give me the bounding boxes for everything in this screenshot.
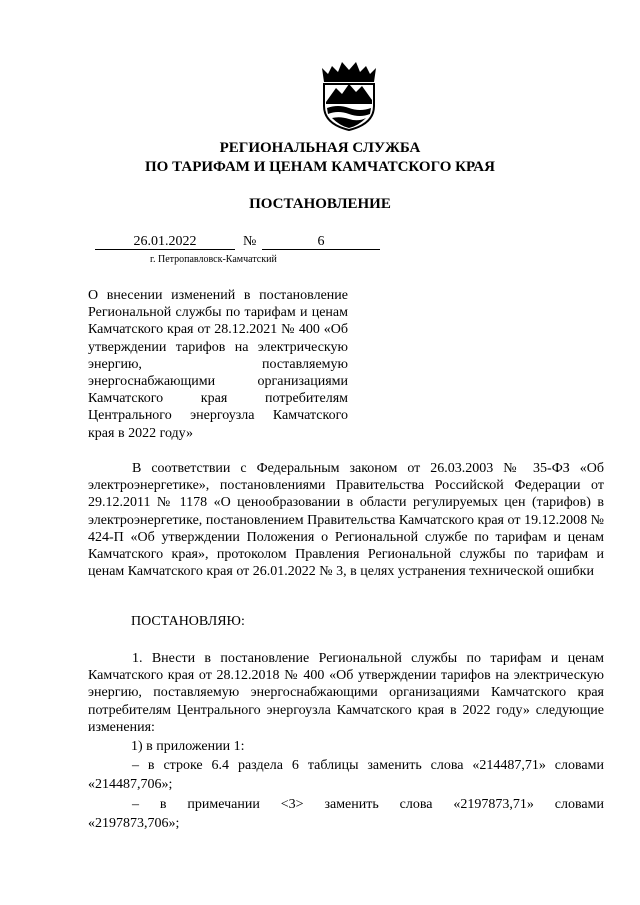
number-sign: №: [243, 234, 257, 249]
document-subject: О внесении изменений в постановление Региональной службы по тарифам и ценам Камчатского края от 28.12.2021 № 400 «Об утверждении тарифов на электрическую энергию, поставляемую энергоснабжающими организациями Камчатского края потребителям Центрального энергоузла Камчатского края в 2022 году»: [88, 288, 348, 441]
document-type: ПОСТАНОВЛЕНИЕ: [249, 196, 391, 212]
change-2-line1: – в примечании <3> заменить слова «2197873,71» словами: [132, 797, 604, 812]
decree-heading: ПОСТАНОВЛЯЮ:: [131, 614, 245, 629]
change-1-line2: «214487,706»;: [88, 777, 173, 792]
subitem-1: 1) в приложении 1:: [131, 739, 245, 754]
document-date: 26.01.2022: [95, 234, 235, 250]
preamble-paragraph: В соответствии с Федеральным законом от 26.03.2003 № 35-ФЗ «Об электроэнергетике», постановлениями Правительства Российской Федерации от 29.12.2011 № 1178 «О ценообразовании в области регулируемых цен (тарифов) в электроэнергетике, постановлением Правительства Камчатского края от 19.12.2008 № 424-П «Об утверждении Положения о Региональной службе по тарифам и ценам Камчатского края», протоколом Правления Региональной службы по тарифам и ценам Камчатского края от 26.01.2022 № 3, в целях устранения технической ошибки: [88, 461, 604, 580]
org-name-line1: РЕГИОНАЛЬНАЯ СЛУЖБА: [219, 140, 421, 156]
city-name: г. Петропавловск-Камчатский: [150, 254, 277, 265]
change-2-line2: «2197873,706»;: [88, 816, 180, 831]
coat-of-arms-icon: [318, 58, 380, 132]
item-1-paragraph: 1. Внести в постановление Региональной службы по тарифам и ценам Камчатского края от 28.12.2018 № 400 «Об утверждении тарифов на электрическую энергию, поставляемую энергоснабжающими организациями Камчатского края потребителям Центрального энергоузла Камчатского края в 2022 году» следующие изменения:: [88, 651, 604, 735]
change-1-line1: – в строке 6.4 раздела 6 таблицы заменить слова «214487,71» словами: [132, 758, 604, 773]
org-name-line2: ПО ТАРИФАМ И ЦЕНАМ КАМЧАТСКОГО КРАЯ: [145, 159, 495, 175]
document-number: 6: [262, 234, 380, 250]
